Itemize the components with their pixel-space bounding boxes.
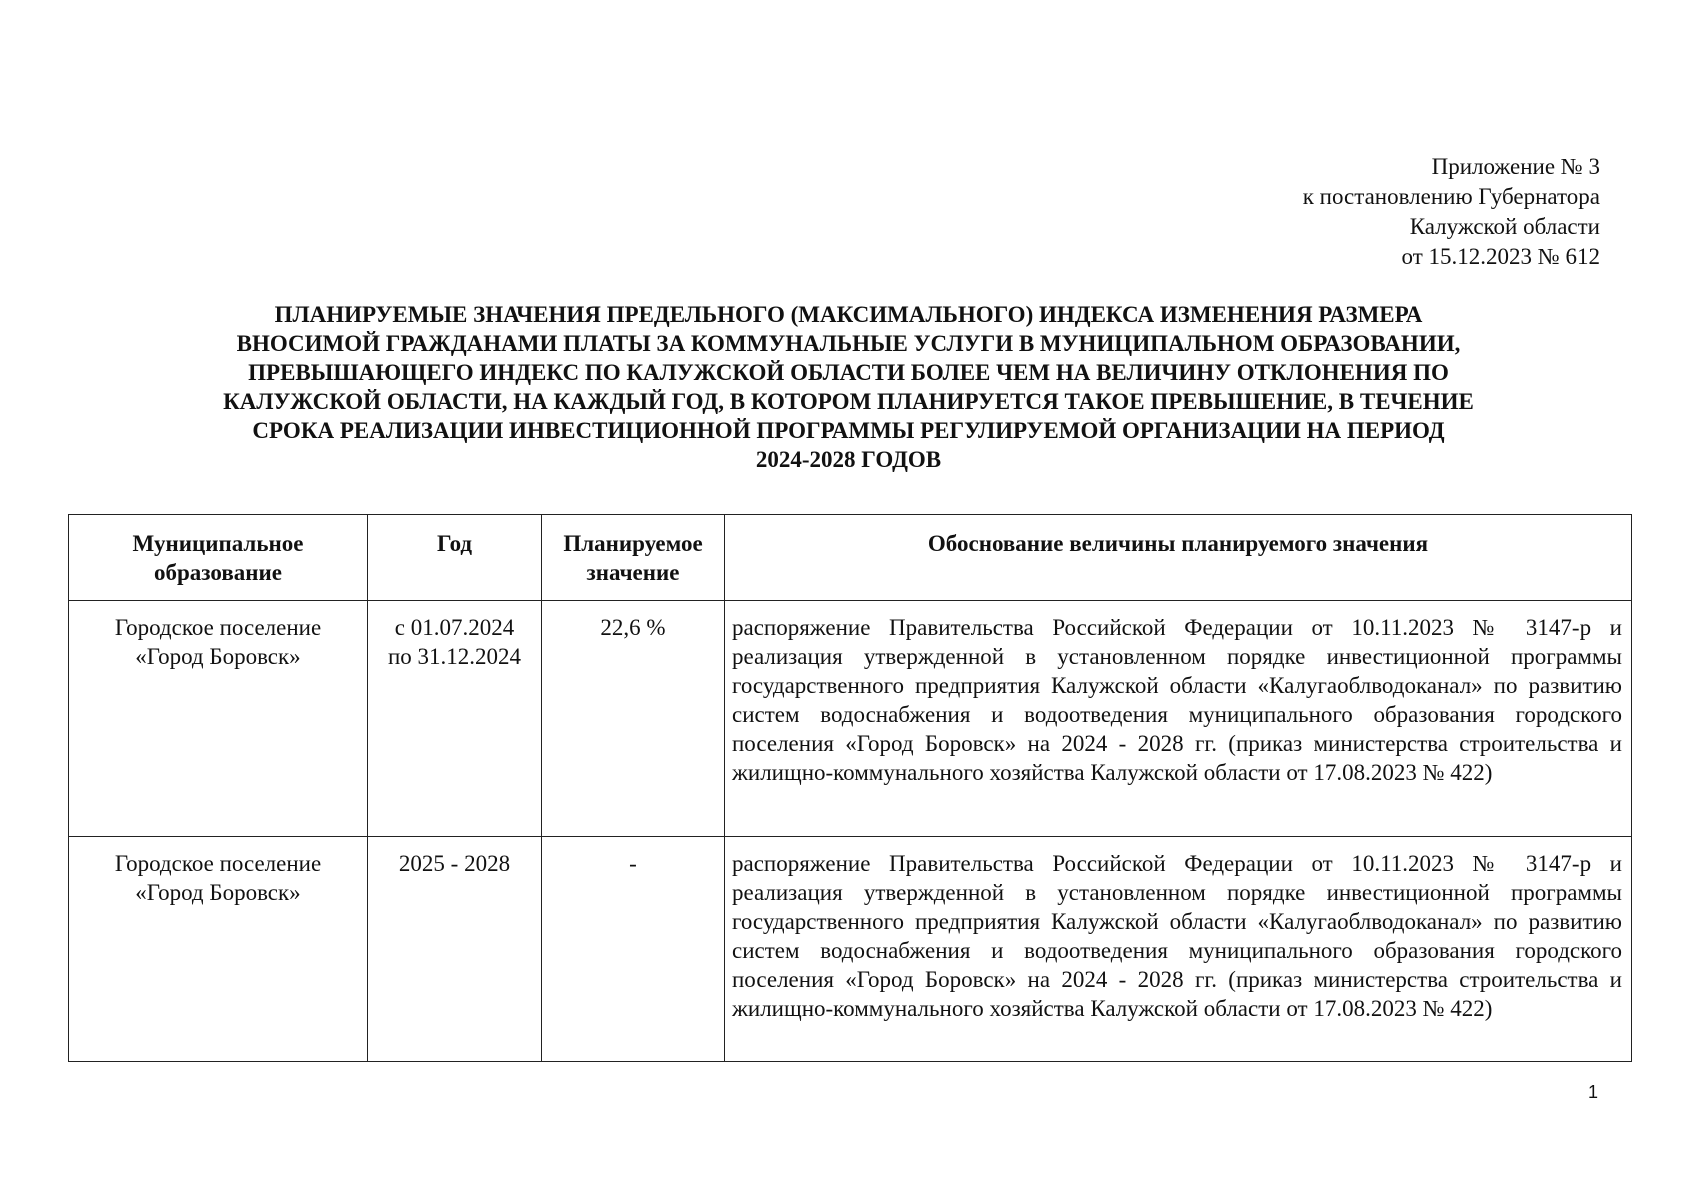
table-row — [69, 837, 1632, 1062]
document-title — [100, 300, 1597, 474]
appendix-date-line: от 15.12.2023 № 612 — [1401, 244, 1600, 269]
year-line: по 31.12.2024 — [387, 644, 522, 669]
header-municipality-line: образование — [154, 560, 282, 585]
header-year-label: Год — [436, 531, 473, 556]
title-line: ПРЕВЫШАЮЩЕГО ИНДЕКС ПО КАЛУЖСКОЙ ОБЛАСТИ БОЛЕЕ ЧЕМ НА ВЕЛИЧИНУ ОТКЛОНЕНИЯ ПО — [248, 360, 1449, 385]
page-number: 1 — [1587, 1082, 1598, 1102]
title-line: КАЛУЖСКОЙ ОБЛАСТИ, НА КАЖДЫЙ ГОД, В КОТОРОМ ПЛАНИРУЕТСЯ ТАКОЕ ПРЕВЫШЕНИЕ, В ТЕЧЕНИЕ — [223, 389, 1474, 414]
header-planned-line: Планируемое — [563, 531, 703, 556]
cell-justification: распоряжение Правительства Российской Федерации от 10.11.2023 № 3147-р и реализация утвержденной в установленном порядке инвестиционной программы государственного предприятия Калужской области «Калугаоблводоканал» по развитию систем водоснабжения и водоотведения муниципального образования городского поселения «Город Боровск» на 2024 - 2028 гг. (приказ министерства строительства и жилищно-коммунального хозяйства Калужской области от 17.08.2023 № 422) — [725, 601, 1632, 837]
cell-municipality — [69, 601, 368, 837]
cell-year — [368, 601, 542, 837]
cell-planned-value — [542, 837, 725, 1062]
planned-value: 22,6 % — [600, 615, 666, 640]
header-justification-label: Обоснование величины планируемого значения — [927, 531, 1429, 556]
title-line: 2024-2028 ГОДОВ — [755, 447, 942, 472]
appendix-region-line: Калужской области — [1409, 214, 1600, 239]
header-year — [368, 515, 542, 601]
cell-year — [368, 837, 542, 1062]
year-line: с 01.07.2024 — [394, 615, 515, 640]
municipality-line: Городское поселение — [114, 615, 322, 640]
year-line: 2025 - 2028 — [398, 851, 511, 876]
header-municipality — [69, 515, 368, 601]
appendix-number: Приложение № 3 — [1431, 154, 1600, 179]
header-justification — [725, 515, 1632, 601]
appendix-reference — [1303, 152, 1600, 272]
planned-values-table — [68, 514, 1632, 1062]
title-line: СРОКА РЕАЛИЗАЦИИ ИНВЕСТИЦИОННОЙ ПРОГРАММЫ РЕГУЛИРУЕМОЙ ОРГАНИЗАЦИИ НА ПЕРИОД — [252, 418, 1445, 443]
municipality-line: «Город Боровск» — [135, 880, 301, 905]
appendix-decree-line: к постановлению Губернатора — [1302, 184, 1600, 209]
table-row — [69, 601, 1632, 837]
table-header-row — [69, 515, 1632, 601]
header-municipality-line: Муниципальное — [132, 531, 304, 556]
title-line: ВНОСИМОЙ ГРАЖДАНАМИ ПЛАТЫ ЗА КОММУНАЛЬНЫЕ УСЛУГИ В МУНИЦИПАЛЬНОМ ОБРАЗОВАНИИ, — [236, 331, 1461, 356]
cell-justification: распоряжение Правительства Российской Федерации от 10.11.2023 № 3147-р и реализация утвержденной в установленном порядке инвестиционной программы государственного предприятия Калужской области «Калугаоблводоканал» по развитию систем водоснабжения и водоотведения муниципального образования городского поселения «Город Боровск» на 2024 - 2028 гг. (приказ министерства строительства и жилищно-коммунального хозяйства Калужской области от 17.08.2023 № 422) — [725, 837, 1632, 1062]
header-planned-value — [542, 515, 725, 601]
municipality-line: «Город Боровск» — [135, 644, 301, 669]
municipality-line: Городское поселение — [114, 851, 322, 876]
title-line: ПЛАНИРУЕМЫЕ ЗНАЧЕНИЯ ПРЕДЕЛЬНОГО (МАКСИМАЛЬНОГО) ИНДЕКСА ИЗМЕНЕНИЯ РАЗМЕРА — [274, 302, 1423, 327]
header-planned-line: значение — [586, 560, 680, 585]
cell-planned-value — [542, 601, 725, 837]
cell-municipality — [69, 837, 368, 1062]
planned-value: - — [629, 851, 637, 876]
